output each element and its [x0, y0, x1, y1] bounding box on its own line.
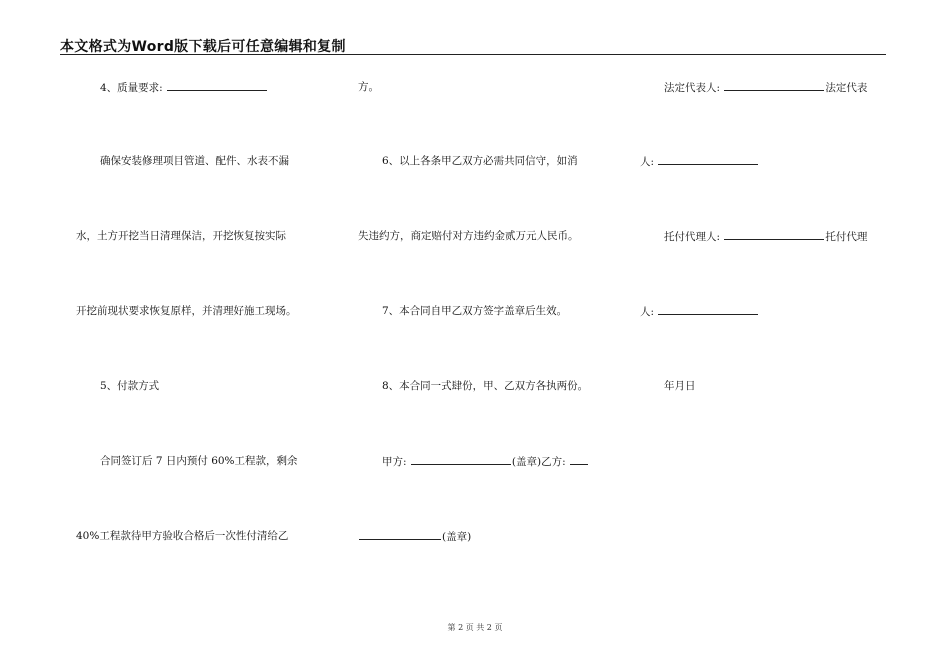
legal-rep-blank	[724, 80, 824, 91]
signature-line-party-a	[382, 454, 589, 469]
signature-line-party-b	[358, 529, 471, 544]
date-label: 年月日	[664, 380, 696, 392]
clause-7: 7、本合同自甲乙双方签字盖章后生效。	[382, 305, 568, 317]
party-b-blank-cont	[359, 529, 441, 540]
party-a-seal: (盖章)	[511, 456, 542, 468]
payment-heading: 5、付款方式	[100, 380, 160, 392]
quality-blank	[167, 80, 267, 91]
agent-label: 托付代理人:	[664, 231, 721, 243]
party-a-blank	[411, 454, 511, 465]
quality-label: 4、质量要求:	[100, 82, 163, 94]
clause-8: 8、本合同一式肆份，甲、乙双方各执两份。	[382, 380, 589, 392]
person-label-1: 人:	[640, 156, 655, 168]
person-label-2: 人:	[640, 306, 655, 318]
quality-requirement-line	[100, 80, 268, 95]
legal-rep-person-line	[640, 154, 759, 169]
party-b-blank	[570, 454, 588, 465]
col1-line-a: 确保安装修理项目管道、配件、水表不漏	[100, 155, 289, 167]
page-indicator: 第 2 页 共 2 页	[447, 623, 503, 632]
party-b-seal: (盖章)	[442, 531, 472, 543]
person-blank-2	[658, 304, 758, 315]
col1-line-c: 开挖前现状要求恢复原样，并清理好施工现场。	[76, 305, 297, 317]
clause-6-line-b: 失违约方，商定赔付对方违约金贰万元人民币。	[358, 230, 579, 242]
party-a-label: 甲方:	[382, 456, 407, 468]
agent-person-line	[640, 304, 759, 319]
payment-line-1: 合同签订后 7 日内预付 60%工程款，剩余	[100, 455, 298, 467]
legal-rep-trail: 法定代表	[825, 82, 868, 94]
agent-line	[664, 229, 867, 244]
party-b-label: 乙方:	[541, 456, 566, 468]
legal-rep-line	[664, 80, 867, 95]
person-blank-1	[658, 154, 758, 165]
agent-trail: 托付代理	[825, 231, 868, 243]
payment-line-2: 40%工程款待甲方验收合格后一次性付清给乙	[76, 530, 289, 542]
agent-blank	[724, 229, 824, 240]
clause-6-line-a: 6、以上各条甲乙双方必需共同信守，如消	[382, 155, 578, 167]
header-divider	[60, 54, 886, 55]
col2-line-a: 方。	[358, 81, 379, 93]
col1-line-b: 水，土方开挖当日清理保洁，开挖恢复按实际	[76, 230, 286, 242]
legal-rep-label: 法定代表人:	[664, 82, 721, 94]
header-title: 本文格式为Word版下载后可任意编辑和复制	[60, 39, 346, 55]
